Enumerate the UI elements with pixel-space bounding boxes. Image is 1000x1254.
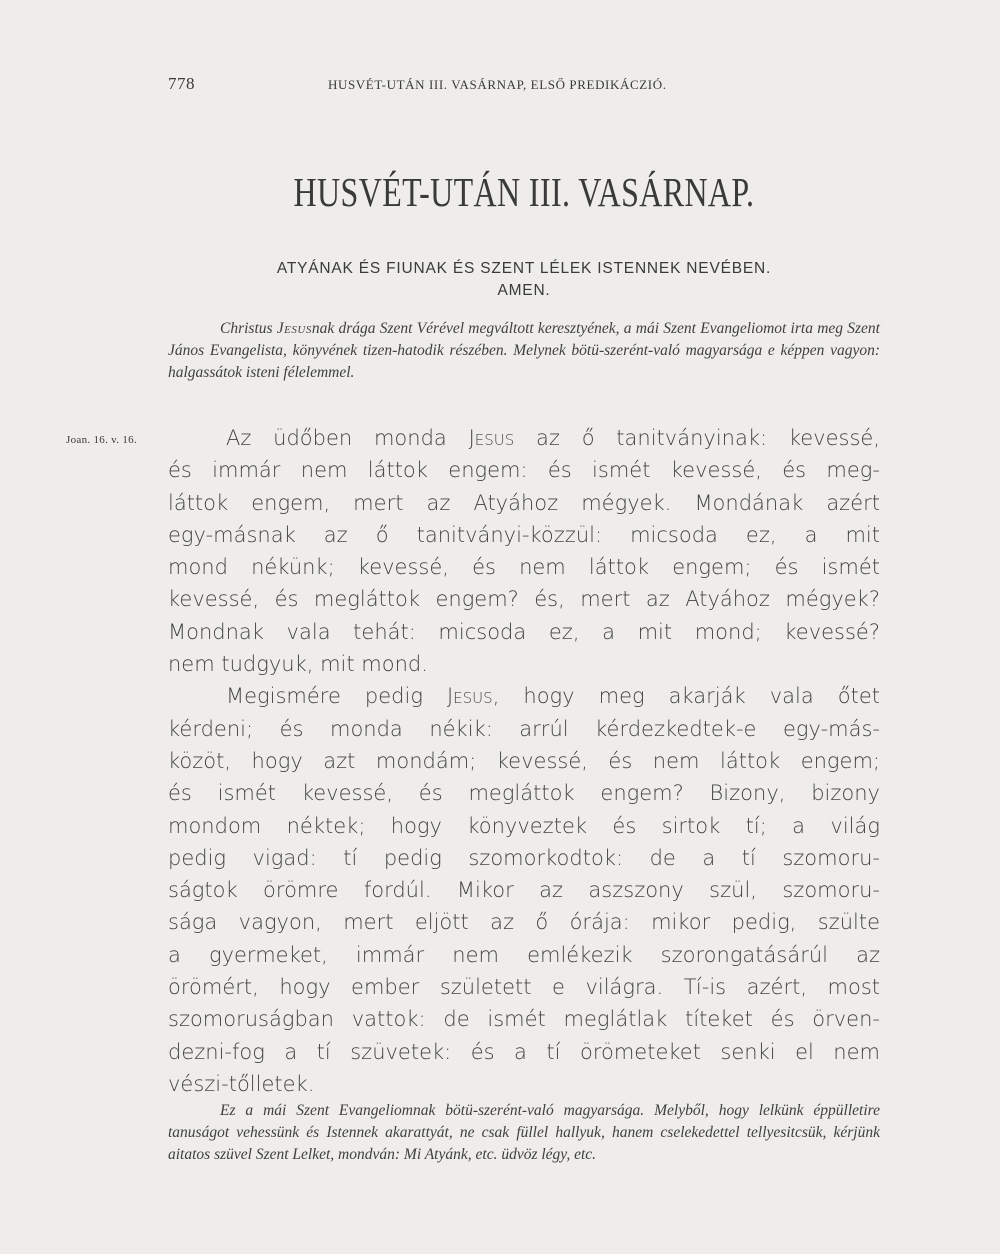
invocation <box>168 258 880 302</box>
gospel-line: Megismére pedig Jesus, hogy meg akarják vala őtet <box>226 684 880 709</box>
invocation-line-2: AMEN. <box>497 282 551 299</box>
gospel-line: kevessé, és megláttok engem? és, mert az Atyához mégyek? <box>168 587 880 612</box>
gospel-text <box>168 422 880 1100</box>
gospel-line: Az üdőben monda Jesus az ő tanitványinak: kevessé, <box>226 426 880 450</box>
gospel-line: a gyermeket, immár nem emlékezik szorongatásárúl az <box>168 942 880 967</box>
gospel-line: mondom néktek; hogy könyveztek és sirtok tí; a világ <box>168 813 880 838</box>
gospel-line: közöt, hogy azt mondám; kevessé, és nem láttok engem; <box>168 748 880 773</box>
gospel-line: egy-másnak az ő tanitványi-közzül: micsoda ez, a mit <box>168 522 880 547</box>
preface-text-rest: nak drága Szent Vérével megváltott keresztyének, a mái Szent Evangeliomot irta meg Szent János Evangelista, könyvének tizen-hatodik részében. Melynek bötü-szerént-való magyarsága e képpen vagyon: halgassátok isteni félelemmel. <box>168 320 880 381</box>
gospel-line: dezni-fog a tí szüvetek: és a tí örömeteket senki el nem <box>168 1039 880 1064</box>
preface-text-start: Christus <box>220 320 277 337</box>
running-header <box>168 74 880 98</box>
gospel-line: Mondnak vala tehát: micsoda ez, a mit mond; kevessé? <box>168 619 880 644</box>
invocation-line-1: ATYÁNAK ÉS FIUNAK ÉS SZENT LÉLEK ISTENNEK NEVÉBEN. <box>276 260 772 277</box>
gospel-line: kérdeni; és monda nékik: arrúl kérdezkedtek-e egy-más- <box>168 716 880 741</box>
gospel-line: pedig vigad: tí pedig szomorkodtok: de a tí szomoru- <box>168 845 880 870</box>
gospel-line: sága vagyon, mert eljött az ő órája: mikor pedig, szülte <box>168 910 880 935</box>
gospel-line: örömért, hogy ember született e világra. Tí-is azért, most <box>168 975 880 1000</box>
gospel-line: vészi-tőlletek. <box>168 1071 315 1096</box>
name-jesus: Jesus <box>446 684 493 709</box>
preface-jesus: Jesus <box>276 320 312 337</box>
name-jesus: Jesus <box>468 426 515 450</box>
margin-reference: Joan. 16. v. 16. <box>66 434 137 446</box>
gospel-line: láttok engem, mert az Atyához mégyek. Mondának azért <box>168 490 880 515</box>
running-title: HUSVÉT-UTÁN III. VASÁRNAP, ELSŐ PREDIKÁCZIÓ. <box>328 77 667 92</box>
gospel-line: és immár nem láttok engem: és ismét kevessé, és meg- <box>168 458 880 483</box>
gospel-line: mond nékünk; kevessé, és nem láttok engem; és ismét <box>168 555 880 580</box>
gospel-line: szomoruságban vattok: de ismét meglátlak títeket és örven- <box>168 1007 880 1032</box>
gospel-line: ságtok örömre fordúl. Mikor az aszszony szül, szomoru- <box>168 878 880 903</box>
gospel-line: nem tudgyuk, mit mond. <box>168 652 428 677</box>
page-number: 778 <box>168 74 195 93</box>
chapter-title: HUSVÉT-UTÁN III. VASÁRNAP. <box>293 169 755 215</box>
preface-paragraph <box>168 318 880 384</box>
gospel-line: és ismét kevessé, és megláttok engem? Bizony, bizony <box>168 781 880 806</box>
closing-paragraph: Ez a mái Szent Evangeliomnak bötü-szerént-való magyarsága. Melyből, hogy lelkünk éppülletire tanuságot vehessünk és Istennek akarattyát, ne csak füllel hallyuk, hanem cselekedettel tellyesitcsük, kérjünk aitatos szüvel Szent Lelket, mondván: Mi Atyánk, etc. üdvöz légy, etc. <box>168 1102 880 1163</box>
